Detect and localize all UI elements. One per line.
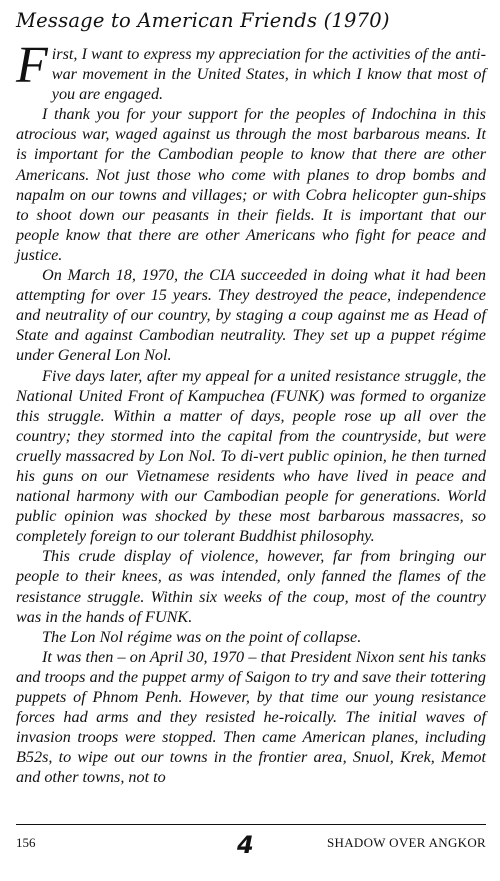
paragraph-6: The Lon Nol régime was on the point of collapse. <box>42 627 362 646</box>
paragraph-4: Five days later, after my appeal for a united resistance struggle, the National United Front of Kampuchea (FUNK) was formed to organize this struggle. Within a matter of days, people rose up all over the country; they stormed into the capital from the countryside, but were cruelly massacred by Lon Nol. To di-vert public opinion, he then turned his guns on our Vietnamese residents who have lived in peace and national harmony with our Cambodian people for generations. World public opinion was shocked by these most barbarous massacres, so completely foreign to our tolerant Buddhist philosophy. <box>16 366 486 546</box>
paragraph-2: I thank you for your support for the peoples of Indochina in this atrocious war, waged against us through the most barbarous means. It is important for the Cambodian people to know that there are other Americans. Not just those who come with planes to drop bombs and napalm on our towns and villages; or with Cobra helicopter gun-ships to shoot down our peasants in their fields. It is important that our people know that there are other Americans who fight for peace and justice. <box>16 105 486 264</box>
chapter-title: Message to American Friends (1970) <box>16 9 390 32</box>
paragraph-1 <box>16 37 486 104</box>
body-text <box>16 37 486 787</box>
page-number: 156 <box>16 835 36 850</box>
paragraph-5: This crude display of violence, however, far from bringing our people to their knees, as was intended, only fanned the flames of the resistance struggle. Within six weeks of the coup, most of the country was in the hands of FUNK. <box>16 547 486 626</box>
paragraph-7: It was then – on April 30, 1970 – that President Nixon sent his tanks and troops and the puppet army of Saigon to try and save their tottering puppets of Phnom Penh. However, by that time our young resistance forces had arms and they resisted he-roically. The initial waves of invasion troops were stopped. Then came American planes, including B52s, to wipe out our towns in the frontier area, Snuol, Krek, Memot and other towns, not to <box>16 647 486 787</box>
running-title: SHADOW OVER ANGKOR <box>326 835 486 850</box>
drop-cap: F <box>16 37 48 94</box>
handwritten-mark: 4 <box>237 831 254 859</box>
page-footer <box>16 831 486 865</box>
paragraph-1-text: irst, I want to express my appreciation for the activities of the anti-war movement in the United States, in which I know that most of you are engaged. <box>51 45 486 104</box>
footer-rule <box>16 824 486 825</box>
paragraph-3: On March 18, 1970, the CIA succeeded in doing what it had been attempting for over 15 years. They destroyed the peace, independence and neutrality of our country, by staging a coup against me as Head of State and against Cambodian neutrality. They set up a puppet régime under General Lon Nol. <box>16 266 486 365</box>
